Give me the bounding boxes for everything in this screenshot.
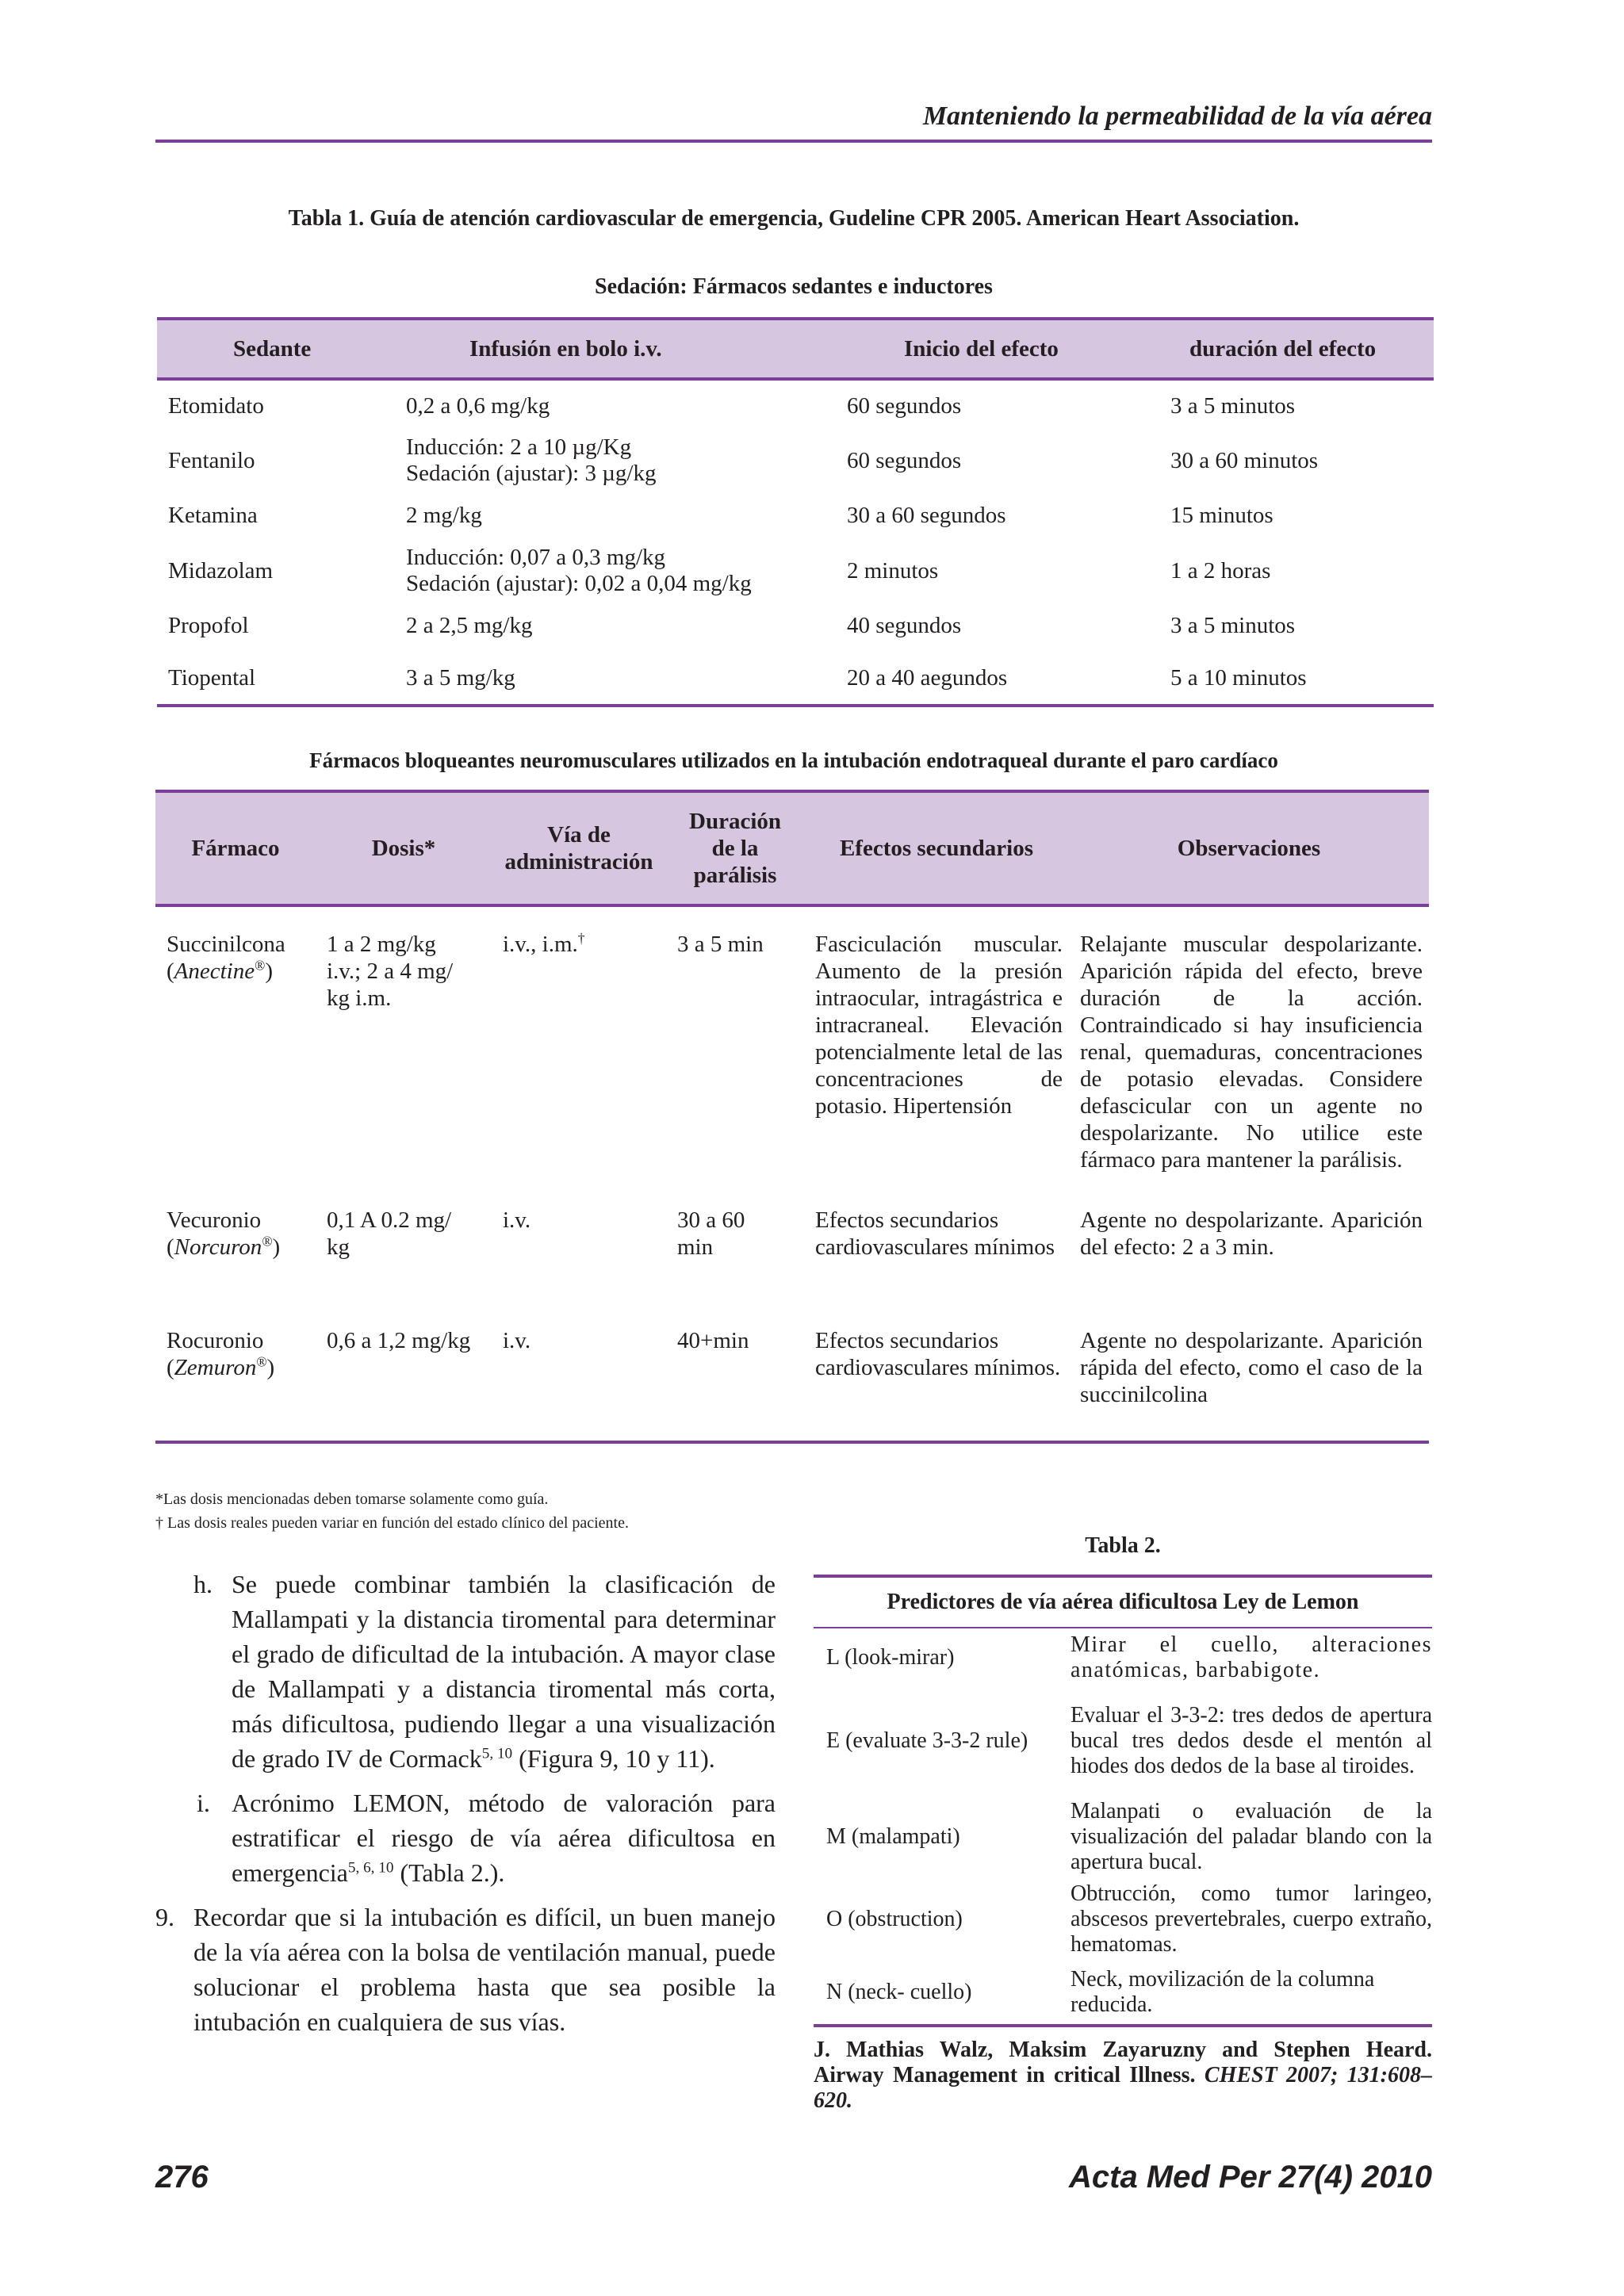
table-row bbox=[157, 379, 1434, 432]
route: i.v., i.m. bbox=[503, 932, 578, 957]
lemon-letter: M (malampati) bbox=[826, 1824, 960, 1849]
lemon-description: Obtrucción, como tumor laringeo, abscesos prevertebrales, cuerpo extraño, hematomas. bbox=[1071, 1881, 1433, 1957]
col-header-infusion: Infusión en bolo i.v. bbox=[395, 319, 836, 379]
header-line: Duración bbox=[689, 809, 781, 834]
observations: Relajante muscular despolarizante. Aparición rápida del efecto, breve duración de la acción. Contraindicado si hay insuficiencia renal, quemaduras, concentraciones de potasio elevadas. Considere defascicular con un agente no despolarizante. No utilice este fármaco para mantener la parálisis. bbox=[1080, 932, 1423, 1173]
body-text-column bbox=[155, 1567, 776, 2049]
duration-line: min bbox=[677, 1234, 714, 1260]
side-effects: Fasciculación muscular. Aumento de la presión intraocular, intragástrica e intracraneal. Elevación potencialmente letal de las concentraciones de potasio. Hipertensión bbox=[815, 932, 1063, 1119]
table-row bbox=[814, 1878, 1432, 1961]
dose-line: 0,1 A 0.2 mg/ bbox=[327, 1207, 452, 1233]
side-effects: Efectos secundarios cardiovasculares mínimos. bbox=[804, 1327, 1069, 1442]
citation-authors: J. Mathias Walz, Maksim Zayaruzny and Stephen Heard. Airway Management in critical Illness. bbox=[814, 2038, 1432, 2087]
col-header-duracion: duración del efecto bbox=[1159, 319, 1434, 379]
list-item-9 bbox=[155, 1900, 776, 2039]
list-text-tail: (Figura 9, 10 y 11). bbox=[512, 1744, 715, 1773]
page-number: 276 bbox=[155, 2160, 209, 2195]
list-text bbox=[232, 1785, 776, 1890]
header-line: parálisis bbox=[693, 863, 777, 888]
dose-line: Sedación (ajustar): 3 µg/kg bbox=[406, 461, 657, 486]
registered-mark: ® bbox=[255, 957, 266, 974]
route-cell bbox=[492, 1327, 666, 1442]
neuromuscular-title: Fármacos bloqueantes neuromusculares utilizados en la intubación endotraqueal durante el paro cardíaco bbox=[309, 748, 1278, 772]
lemon-letter: L (look-mirar) bbox=[826, 1644, 955, 1670]
col-header-farmaco: Fármaco bbox=[155, 791, 316, 905]
onset: 30 a 60 segundos bbox=[847, 503, 1006, 528]
drug-name: Vecuronio bbox=[167, 1207, 262, 1233]
brand-name: (Anectine®) bbox=[167, 957, 274, 984]
duration: 15 minutos bbox=[1170, 503, 1274, 528]
list-marker: 9. bbox=[155, 1903, 174, 1931]
onset: 2 minutos bbox=[847, 557, 939, 584]
list-text-main: Se puede combinar también la clasificación de Mallampati y la distancia tiromental para determinar el grado de dificultad de la intubación. A mayor clase de Mallampati y a distancia tiromental más corta, más dificultosa, pudiendo llegar a una visualización de grado IV de Cormack bbox=[232, 1570, 776, 1773]
header-line: de la bbox=[711, 836, 759, 861]
footnote: † Las dosis reales pueden variar en función del estado clínico del paciente. bbox=[155, 1514, 629, 1532]
drug-name: Etomidato bbox=[168, 393, 264, 419]
list-text: Recordar que si la intubación es difícil, un buen manejo de la vía aérea con la bolsa de ventilación manual, puede solucionar el problema hasta que sea posible la intubación en cualquiera de sus vías. bbox=[193, 1903, 776, 2036]
lemon-description: Evaluar el 3-3-2: tres dedos de apertura bucal tres dedos desde el mentón al hiodes dos dedos de la base al tiroides. bbox=[1071, 1703, 1433, 1778]
lemon-description: Malanpati o evaluación de la visualización del paladar blando con la apertura bucal. bbox=[1071, 1799, 1433, 1874]
dose-line: 1 a 2 mg/kg bbox=[327, 932, 436, 957]
lemon-header-row bbox=[814, 1576, 1432, 1628]
dose-line: kg i.m. bbox=[327, 985, 392, 1011]
onset: 40 segundos bbox=[847, 613, 962, 638]
duration-cell bbox=[666, 905, 804, 1207]
lemon-letter: E (evaluate 3-3-2 rule) bbox=[826, 1728, 1028, 1753]
table-row bbox=[814, 1686, 1432, 1796]
bolus-dose: 2 mg/kg bbox=[406, 503, 482, 528]
table-footnotes bbox=[155, 1487, 948, 1535]
table1-caption: Tabla 1. Guía de atención cardiovascular de emergencia, Gudeline CPR 2005. American Heart Association. bbox=[288, 206, 1300, 231]
registered-mark: ® bbox=[262, 1233, 273, 1249]
reference-superscript: 5, 6, 10 bbox=[347, 1859, 394, 1877]
lemon-header: Predictores de vía aérea dificultosa Ley de Lemon bbox=[814, 1576, 1432, 1628]
route: i.v. bbox=[503, 1207, 531, 1233]
brand-name: (Zemuron®) bbox=[167, 1353, 275, 1380]
duration: 3 a 5 minutos bbox=[1170, 393, 1296, 419]
reference-superscript: 5, 10 bbox=[481, 1745, 513, 1762]
header-line: Vía de bbox=[547, 822, 611, 848]
list-item-h bbox=[155, 1567, 776, 1776]
onset: 60 segundos bbox=[847, 393, 962, 419]
drug-cell bbox=[155, 1207, 316, 1327]
dose-line: i.v.; 2 a 4 mg/ bbox=[327, 959, 454, 984]
lemon-letter: N (neck- cuello) bbox=[814, 1961, 1058, 2026]
table2-citation bbox=[814, 2038, 1432, 2114]
table-row bbox=[814, 1796, 1432, 1878]
side-effects: Efectos secundarios cardiovasculares mínimos bbox=[815, 1207, 1055, 1260]
brand: Norcuron bbox=[174, 1234, 262, 1260]
onset: 20 a 40 aegundos bbox=[836, 652, 1159, 706]
dose-cell bbox=[316, 905, 492, 1207]
col-header-sedante: Sedante bbox=[157, 319, 395, 379]
list-text bbox=[232, 1567, 776, 1776]
header-line: administración bbox=[504, 849, 653, 874]
bolus-dose: 3 a 5 mg/kg bbox=[395, 652, 836, 706]
route-cell bbox=[492, 1207, 666, 1327]
route-cell bbox=[492, 905, 666, 1207]
neuromuscular-table bbox=[155, 790, 1429, 1444]
onset: 60 segundos bbox=[847, 447, 962, 473]
dose-line: Inducción: 0,07 a 0,3 mg/kg bbox=[406, 545, 666, 570]
dose-line: Sedación (ajustar): 0,02 a 0,04 mg/kg bbox=[406, 571, 752, 596]
dose-cell bbox=[316, 1207, 492, 1327]
table-row bbox=[157, 489, 1434, 542]
duration-line: 3 a 5 min bbox=[677, 932, 764, 957]
col-header-dosis: Dosis* bbox=[316, 791, 492, 905]
brand-name: (Norcuron®) bbox=[167, 1233, 281, 1260]
route: i.v. bbox=[503, 1328, 531, 1353]
col-header-observaciones: Observaciones bbox=[1069, 791, 1429, 905]
lemon-description: Mirar el cuello, alteraciones anatómicas, barbabigote. bbox=[1071, 1632, 1433, 1682]
col-header-efectos: Efectos secundarios bbox=[804, 791, 1069, 905]
list-marker: i. bbox=[197, 1789, 210, 1817]
lemon-letter: O (obstruction) bbox=[826, 1907, 963, 1931]
col-header-duracion-paralisis bbox=[666, 791, 804, 905]
drug-name: Rocuronio bbox=[167, 1328, 264, 1353]
sedation-header-row bbox=[157, 319, 1434, 379]
drug-name: Propofol bbox=[168, 613, 249, 638]
drug-cell bbox=[155, 1327, 316, 1442]
table-row bbox=[155, 1327, 1429, 1442]
list-text-main: Acrónimo LEMON, método de valoración para estratificar el riesgo de vía aérea dificultosa en emergencia bbox=[232, 1789, 776, 1887]
drug-name: Midazolam bbox=[168, 557, 274, 584]
neuromuscular-header-row bbox=[155, 791, 1429, 905]
drug-name: Fentanilo bbox=[168, 447, 255, 473]
sedation-subtitle: Sedación: Fármacos sedantes e inductores bbox=[595, 274, 993, 299]
duration: 30 a 60 minutos bbox=[1170, 447, 1319, 473]
observations: Agente no despolarizante. Aparición rápida del efecto, como el caso de la succinilcolina bbox=[1069, 1327, 1429, 1442]
running-header-title: Manteniendo la permeabilidad de la vía aérea bbox=[922, 101, 1432, 131]
list-text-tail: (Tabla 2.). bbox=[393, 1858, 505, 1887]
drug-name: Succinilcona bbox=[167, 932, 285, 957]
table-row bbox=[157, 652, 1434, 706]
dose-line: Inducción: 2 a 10 µg/Kg bbox=[406, 434, 632, 460]
col-header-via bbox=[492, 791, 666, 905]
col-header-inicio: Inicio del efecto bbox=[836, 319, 1159, 379]
brand: Zemuron bbox=[174, 1355, 257, 1380]
table-row bbox=[157, 542, 1434, 599]
list-marker: h. bbox=[193, 1570, 213, 1598]
drug-name: Tiopental bbox=[157, 652, 395, 706]
duration: 1 a 2 horas bbox=[1170, 557, 1271, 584]
table2-title: Tabla 2. bbox=[1085, 1533, 1161, 1558]
table-row bbox=[814, 1961, 1432, 2026]
table-row bbox=[155, 1207, 1429, 1327]
lemon-description: Neck, movilización de la columna reducida. bbox=[1058, 1961, 1432, 2026]
bolus-dose: 0,2 a 0,6 mg/kg bbox=[406, 393, 550, 419]
sedation-table bbox=[157, 317, 1434, 707]
drug-name: Ketamina bbox=[168, 503, 258, 528]
dagger-mark: † bbox=[577, 930, 585, 947]
duration: 5 a 10 minutos bbox=[1159, 652, 1434, 706]
dose-line: kg bbox=[327, 1234, 350, 1260]
journal-footer: Acta Med Per 27(4) 2010 bbox=[1068, 2160, 1432, 2195]
duration-cell bbox=[666, 1207, 804, 1327]
duration-cell bbox=[666, 1327, 804, 1442]
registered-mark: ® bbox=[256, 1353, 267, 1370]
dose-line: 0,6 a 1,2 mg/kg bbox=[327, 1328, 471, 1353]
bolus-dose bbox=[395, 432, 836, 489]
drug-cell bbox=[155, 905, 316, 1207]
lemon-table bbox=[814, 1575, 1432, 2027]
observations: Agente no despolarizante. Aparición del efecto: 2 a 3 min. bbox=[1080, 1207, 1423, 1260]
footnote: *Las dosis mencionadas deben tomarse solamente como guía. bbox=[155, 1490, 549, 1508]
citation-source: CHEST 2007; 131:608–620. bbox=[814, 2063, 1432, 2113]
dose-cell bbox=[316, 1327, 492, 1442]
table-row bbox=[157, 432, 1434, 489]
bolus-dose: 2 a 2,5 mg/kg bbox=[406, 613, 533, 638]
duration-line: 40+min bbox=[677, 1328, 749, 1353]
list-item-i bbox=[155, 1785, 776, 1890]
table-row bbox=[157, 599, 1434, 652]
table-row bbox=[155, 905, 1429, 1207]
table-row bbox=[814, 1628, 1432, 1686]
duration: 3 a 5 minutos bbox=[1170, 613, 1296, 638]
duration-line: 30 a 60 bbox=[677, 1207, 745, 1233]
header-rule bbox=[155, 140, 1432, 143]
bolus-dose bbox=[395, 542, 836, 599]
brand: Anectine bbox=[174, 959, 255, 984]
